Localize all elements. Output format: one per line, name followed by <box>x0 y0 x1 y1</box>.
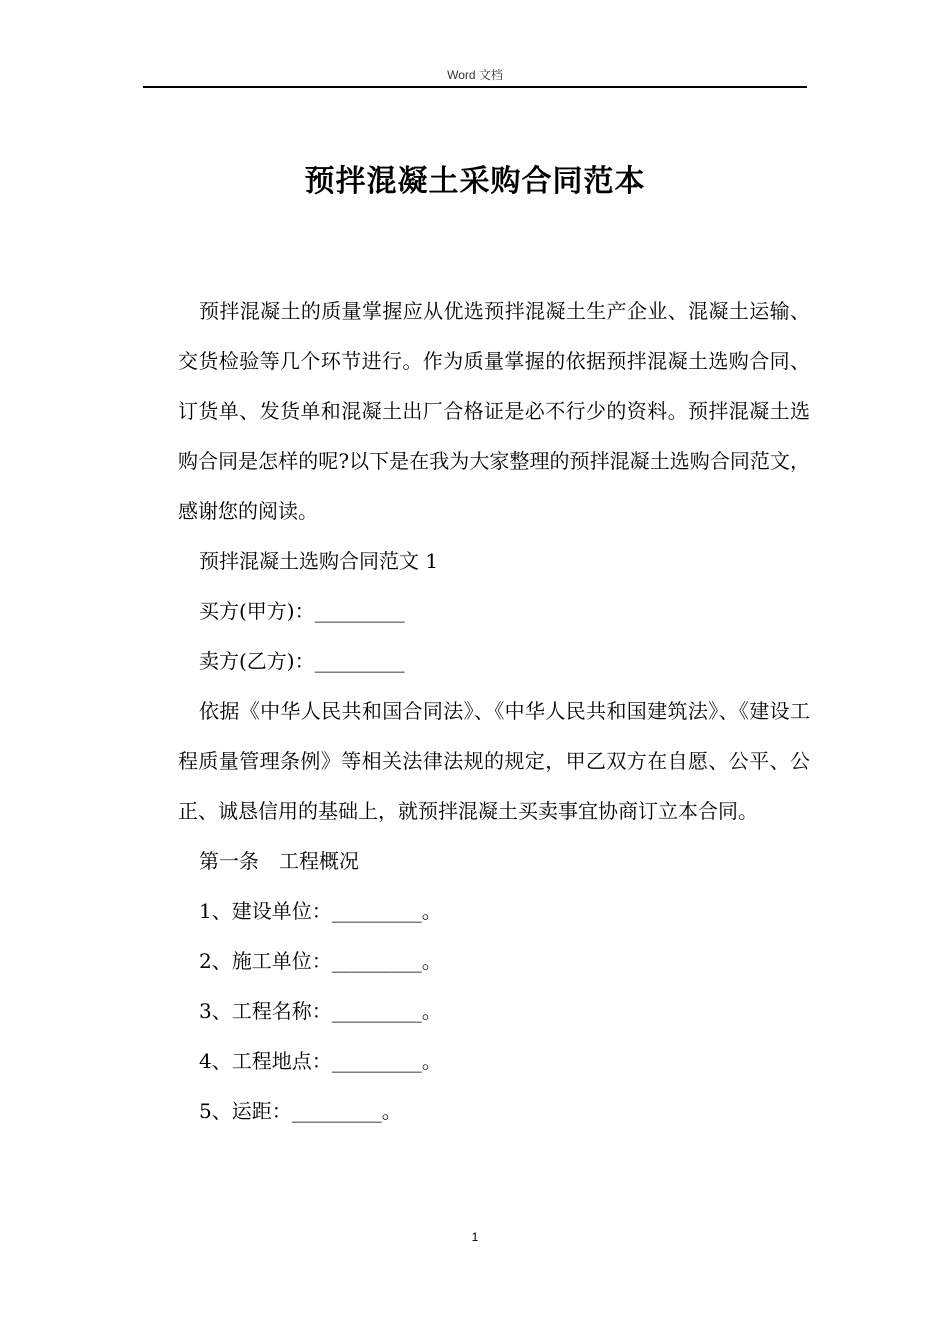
page-number: 1 <box>471 1230 479 1244</box>
list-item: 1、建设单位：_________。 <box>199 899 442 923</box>
sample-heading: 预拌混凝土选购合同范文 1 <box>199 549 439 573</box>
legal-basis-paragraph: 依据《中华人民共和国合同法》、《中华人民共和国建筑法》、《建设工程质量管理条例》等相关法律法规的规定，甲乙双方在自愿、公平、公正、诚恳信用的基础上，就预拌混凝土买卖事宜协商订立本合同。 <box>178 699 810 823</box>
list-item: 2、施工单位：_________。 <box>199 949 442 973</box>
list-item: 3、工程名称：_________。 <box>199 999 442 1023</box>
list-item: 5、运距：_________。 <box>199 1099 402 1123</box>
document-title: 预拌混凝土采购合同范本 <box>304 164 646 199</box>
header-divider <box>143 86 807 88</box>
seller-line: 卖方(乙方)：_________ <box>199 649 405 673</box>
document-body <box>178 286 810 1136</box>
buyer-line: 买方(甲方)：_________ <box>199 599 405 623</box>
intro-paragraph: 预拌混凝土的质量掌握应从优选预拌混凝土生产企业、混凝土运输、交货检验等几个环节进行。作为质量掌握的依据预拌混凝土选购合同、订货单、发货单和混凝土出厂合格证是必不行少的资料。预拌混凝土选购合同是怎样的呢?以下是在我为大家整理的预拌混凝土选购合同范文，感谢您的阅读。 <box>178 299 810 523</box>
list-item: 4、工程地点：_________。 <box>199 1049 442 1073</box>
page-header: Word 文档 <box>447 68 503 82</box>
article-one-heading: 第一条 工程概况 <box>199 849 359 873</box>
